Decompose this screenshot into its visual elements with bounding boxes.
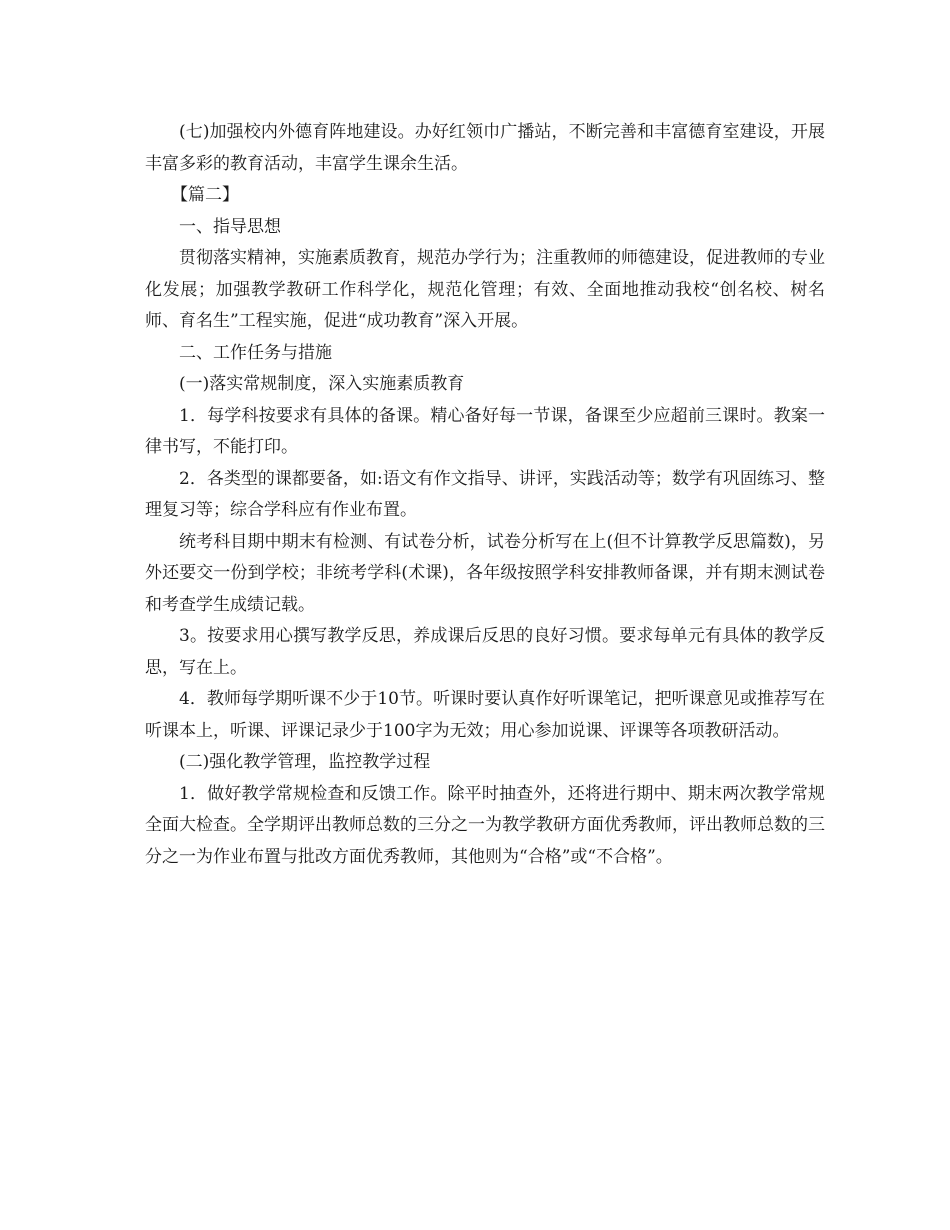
paragraph-item-routine-inspection: 1．做好教学常规检查和反馈工作。除平时抽查外，还将进行期中、期末两次教学常规全面大检查。全学期评出教师总数的三分之一为教学教研方面优秀教师，评出教师总数的三分之一为作业布置与批改方面优秀教师，其他则为“合格”或“不合格”。 [145, 783, 825, 867]
paragraph-moral-education-base: (七)加强校内外德育阵地建设。办好红领巾广播站，不断完善和丰富德育室建设，开展丰富多彩的教育活动，丰富学生课余生活。 [145, 122, 825, 174]
document-body [145, 117, 825, 873]
paragraph-guiding-ideology: 贯彻落实精神，实施素质教育，规范办学行为；注重教师的师德建设，促进教师的专业化发展；加强教学教研工作科学化，规范化管理；有效、全面地推动我校“创名校、树名师、育名生”工程实施，促进“成功教育”深入开展。 [145, 248, 825, 331]
paragraph-exam-analysis: 统考科目期中期末有检测、有试卷分析，试卷分析写在上(但不计算教学反思篇数)，另外还要交一份到学校；非统考学科(术课)，各年级按照学科安排教师备课，并有期末测试卷和考查学生成绩记载。 [145, 531, 825, 615]
paragraph-item-lesson-observation: 4．教师每学期听课不少于10节。听课时要认真作好听课笔记，把听课意见或推荐写在听课本上，听课、评课记录少于100字为无效；用心参加说课、评课等各项教研活动。 [145, 689, 825, 741]
heading-guiding-ideology: 一、指导思想 [179, 216, 281, 237]
paragraph-item-lesson-prep: 1．每学科按要求有具体的备课。精心备好每一节课，备课至少应超前三课时。教案一律书写，不能打印。 [145, 405, 825, 457]
paragraph-item-teaching-reflection: 3。按要求用心撰写教学反思，养成课后反思的良好习惯。要求每单元有具体的教学反思，写在上。 [145, 626, 825, 678]
subheading-routine-system: (一)落实常规制度，深入实施素质教育 [179, 374, 465, 394]
section-heading-part-two: 【篇二】 [171, 185, 239, 205]
subheading-teaching-management: (二)强化教学管理，监控教学过程 [179, 752, 431, 772]
paragraph-item-lesson-types: 2．各类型的课都要备，如:语文有作文指导、讲评，实践活动等；数学有巩固练习、整理复习等；综合学科应有作业布置。 [145, 468, 825, 520]
heading-tasks-and-measures: 二、工作任务与措施 [179, 342, 332, 363]
